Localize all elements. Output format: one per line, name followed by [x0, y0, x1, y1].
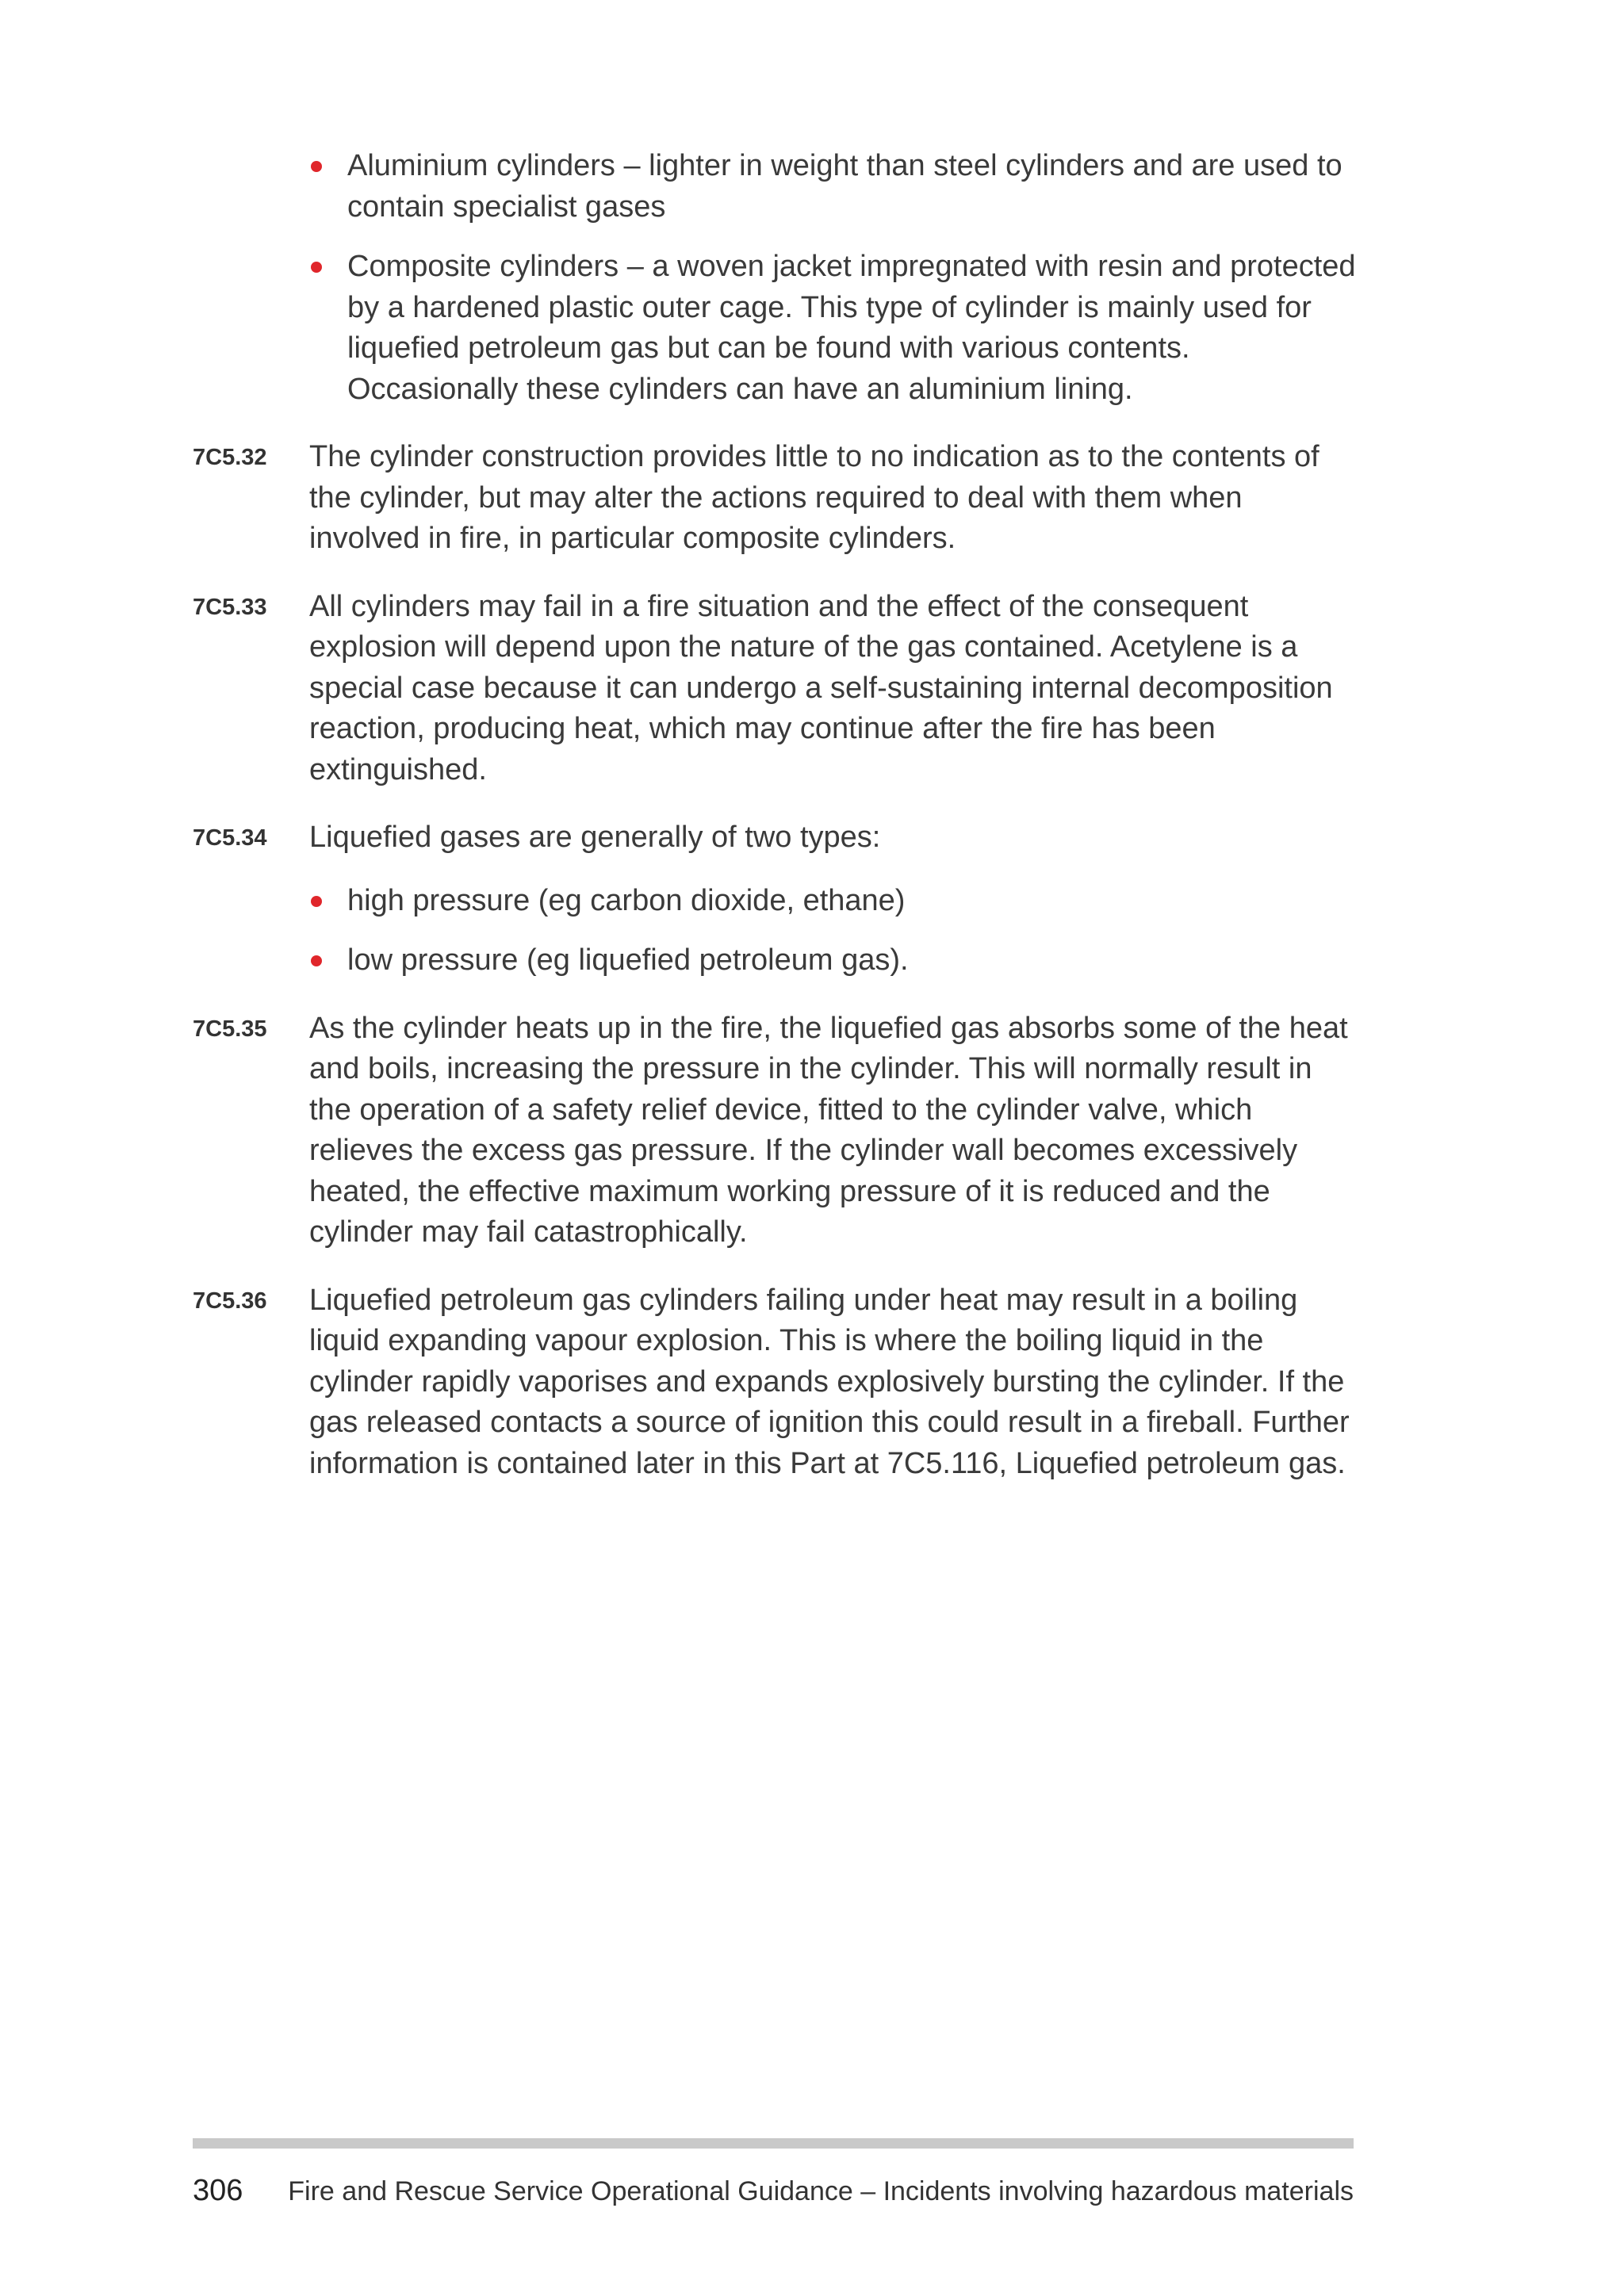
footer-divider — [193, 2138, 1354, 2149]
paragraph-number: 7C5.34 — [193, 825, 267, 851]
bullet-icon — [311, 955, 322, 966]
bullet-icon — [311, 161, 322, 172]
paragraph-7c5-36 — [193, 1280, 1358, 1485]
cylinder-types-list — [193, 146, 1358, 410]
document-title: Fire and Rescue Service Operational Guidance – Incidents involving hazardous materials — [288, 2176, 1354, 2206]
page-number: 306 — [193, 2174, 243, 2207]
paragraph-text: All cylinders may fail in a fire situation and the effect of the consequent explosion will depend upon the nature of the gas contained. Acetylene is a special case because it can undergo a self-sustaining internal decomposition reaction, producing heat, which may continue after the fire has been extinguished. — [309, 589, 1333, 786]
bullet-text: Aluminium cylinders – lighter in weight than steel cylinders and are used to contain specialist gases — [347, 149, 1342, 224]
paragraph-text: The cylinder construction provides little to no indication as to the contents of the cylinder, but may alter the actions required to deal with them when involved in fire, in particular composite cylinders. — [309, 440, 1320, 555]
list-item — [347, 940, 1358, 982]
paragraph-number: 7C5.36 — [193, 1288, 267, 1314]
paragraph-text: As the cylinder heats up in the fire, the liquefied gas absorbs some of the heat and boils, increasing the pressure in the cylinder. This will normally result in the operation of a safety relief device, fitted to the cylinder valve, which relieves the excess gas pressure. If the cylinder wall becomes excessively heated, the effective maximum working pressure of it is reduced and the cylinder may fail catastrophically. — [309, 1011, 1348, 1249]
paragraph-text: Liquefied gases are generally of two types: — [309, 821, 881, 854]
liquefied-gas-types-list — [193, 881, 1358, 982]
paragraph-number: 7C5.35 — [193, 1016, 267, 1042]
list-item — [347, 247, 1358, 410]
page-footer — [193, 2174, 1354, 2208]
list-item — [347, 146, 1358, 228]
document-body — [193, 146, 1358, 1511]
paragraph-number: 7C5.32 — [193, 445, 267, 470]
bullet-text: Composite cylinders – a woven jacket impregnated with resin and protected by a hardened plastic outer cage. This type of cylinder is mainly used for liquefied petroleum gas but can be found with various contents. Occasionally these cylinders can have an aluminium lining. — [347, 250, 1356, 406]
paragraph-text: Liquefied petroleum gas cylinders failing under heat may result in a boiling liquid expanding vapour explosion. This is where the boiling liquid in the cylinder rapidly vaporises and expands explosively bursting the cylinder. If the gas released contacts a source of ignition this could result in a fireball. Further information is contained later in this Part at 7C5.116, Liquefied petroleum gas. — [309, 1283, 1350, 1480]
paragraph-7c5-33 — [193, 587, 1358, 791]
bullet-icon — [311, 896, 322, 907]
bullet-text: high pressure (eg carbon dioxide, ethane) — [347, 883, 906, 917]
bullet-text: low pressure (eg liquefied petroleum gas). — [347, 943, 909, 977]
paragraph-number: 7C5.33 — [193, 594, 267, 620]
bullet-icon — [311, 262, 322, 273]
paragraph-7c5-35 — [193, 1008, 1358, 1253]
paragraph-7c5-32 — [193, 437, 1358, 560]
paragraph-7c5-34 — [193, 817, 1358, 859]
list-item — [347, 881, 1358, 922]
